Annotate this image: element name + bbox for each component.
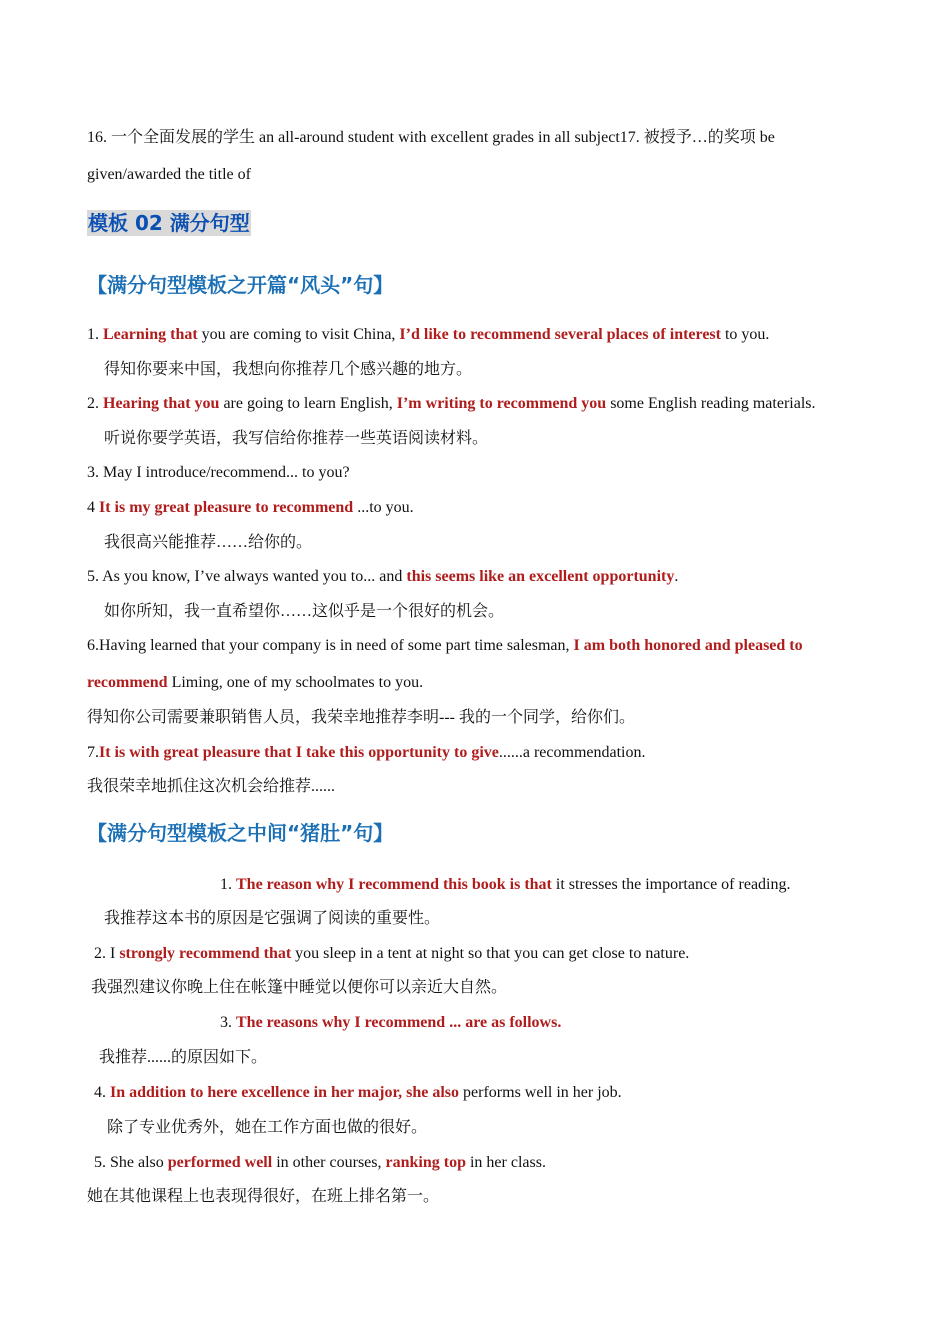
opening-translation-7: 我很荣幸地抓住这次机会给推荐......: [87, 778, 336, 795]
opening-translation-6: 得知你公司需要兼职销售人员，我荣幸地推荐李明--- 我的一个同学，给你们。: [87, 709, 635, 726]
key-phrase: The reasons why I recommend ... are as follows.: [236, 1014, 562, 1031]
text: ......a recommendation.: [498, 744, 646, 761]
opening-translation-1: 得知你要来中国，我想向你推荐几个感兴趣的地方。: [104, 361, 473, 378]
key-phrase: performed well: [167, 1154, 273, 1171]
opening-sentence-5: [87, 567, 678, 587]
key-phrase: Learning that: [103, 326, 198, 343]
middle-sentence-2: [94, 944, 689, 964]
text: ...to you.: [353, 499, 414, 516]
middle-sentence-3: [220, 1013, 561, 1033]
text: are going to learn English,: [219, 395, 397, 412]
key-phrase: In addition to here excellence in her major, she also: [110, 1084, 460, 1101]
text: .: [674, 568, 679, 585]
opening-sentence-2: [87, 394, 815, 414]
text: 1.: [220, 876, 236, 893]
opening-translation-4: 我很高兴能推荐……给你的。: [104, 534, 313, 551]
middle-translation-2: 我强烈建议你晚上住在帐篷中睡觉以便你可以亲近大自然。: [91, 979, 508, 996]
key-phrase: I’m writing to recommend you: [396, 395, 607, 412]
opening-sentence-7: [87, 743, 645, 763]
text: some English reading materials.: [606, 395, 816, 412]
section-opening-title: 【满分句型模板之开篇“风头”句】: [87, 273, 394, 297]
opening-sentence-6: [87, 636, 803, 656]
opening-translation-2: 听说你要学英语，我写信给你推荐一些英语阅读材料。: [104, 430, 489, 447]
intro-line-2: given/awarded the title of: [87, 166, 251, 183]
key-phrase: strongly recommend that: [119, 945, 292, 962]
text: you sleep in a tent at night so that you can get close to nature.: [291, 945, 690, 962]
opening-sentence-3: 3. May I introduce/recommend... to you?: [87, 464, 350, 481]
text: 1.: [87, 326, 103, 343]
text: you are coming to visit China,: [197, 326, 400, 343]
text: in her class.: [465, 1154, 546, 1171]
opening-sentence-1: [87, 325, 769, 345]
key-phrase: The reason why I recommend this book is that: [236, 876, 552, 893]
opening-translation-5: 如你所知，我一直希望你……这似乎是一个很好的机会。: [104, 603, 505, 620]
key-phrase: recommend: [87, 674, 168, 691]
text: in other courses,: [272, 1154, 386, 1171]
opening-sentence-4: [87, 498, 414, 518]
text: 3.: [220, 1014, 236, 1031]
text: performs well in her job.: [459, 1084, 622, 1101]
section-middle-title: 【满分句型模板之中间“猪肚”句】: [87, 821, 394, 845]
middle-sentence-4: [94, 1083, 622, 1103]
text: 4.: [94, 1084, 110, 1101]
key-phrase: It is my great pleasure to recommend: [99, 499, 354, 516]
text: 5. She also: [94, 1154, 168, 1171]
text: Liming, one of my schoolmates to you.: [167, 674, 424, 691]
key-phrase: It is with great pleasure that I take this opportunity to give: [99, 744, 499, 761]
middle-translation-1: 我推荐这本书的原因是它强调了阅读的重要性。: [104, 910, 441, 927]
key-phrase: I’d like to recommend several places of interest: [399, 326, 721, 343]
middle-sentence-5: [94, 1153, 546, 1173]
text: 7.: [87, 744, 99, 761]
opening-sentence-6-cont: [87, 673, 423, 693]
middle-sentence-1: [220, 875, 790, 895]
middle-translation-5: 她在其他课程上也表现得很好，在班上排名第一。: [87, 1188, 440, 1205]
text: 6.Having learned that your company is in need of some part time salesman,: [87, 637, 574, 654]
template-title: 模板 02 满分句型: [88, 211, 250, 235]
text: 5. As you know, I’ve always wanted you to... and: [87, 568, 407, 585]
text: 2.: [87, 395, 103, 412]
key-phrase: Hearing that you: [103, 395, 220, 412]
key-phrase: this seems like an excellent opportunity: [406, 568, 675, 585]
text: to you.: [720, 326, 770, 343]
intro-line-1: 16. 一个全面发展的学生 an all-around student with excellent grades in all subject17. 被授予…的奖项 be: [87, 129, 775, 146]
middle-translation-4: 除了专业优秀外，她在工作方面也做的很好。: [107, 1119, 428, 1136]
text: 4: [87, 499, 99, 516]
text: 2. I: [94, 945, 120, 962]
key-phrase: ranking top: [385, 1154, 466, 1171]
text: it stresses the importance of reading.: [551, 876, 791, 893]
key-phrase: I am both honored and pleased to: [573, 637, 803, 654]
middle-translation-3: 我推荐......的原因如下。: [99, 1049, 268, 1066]
